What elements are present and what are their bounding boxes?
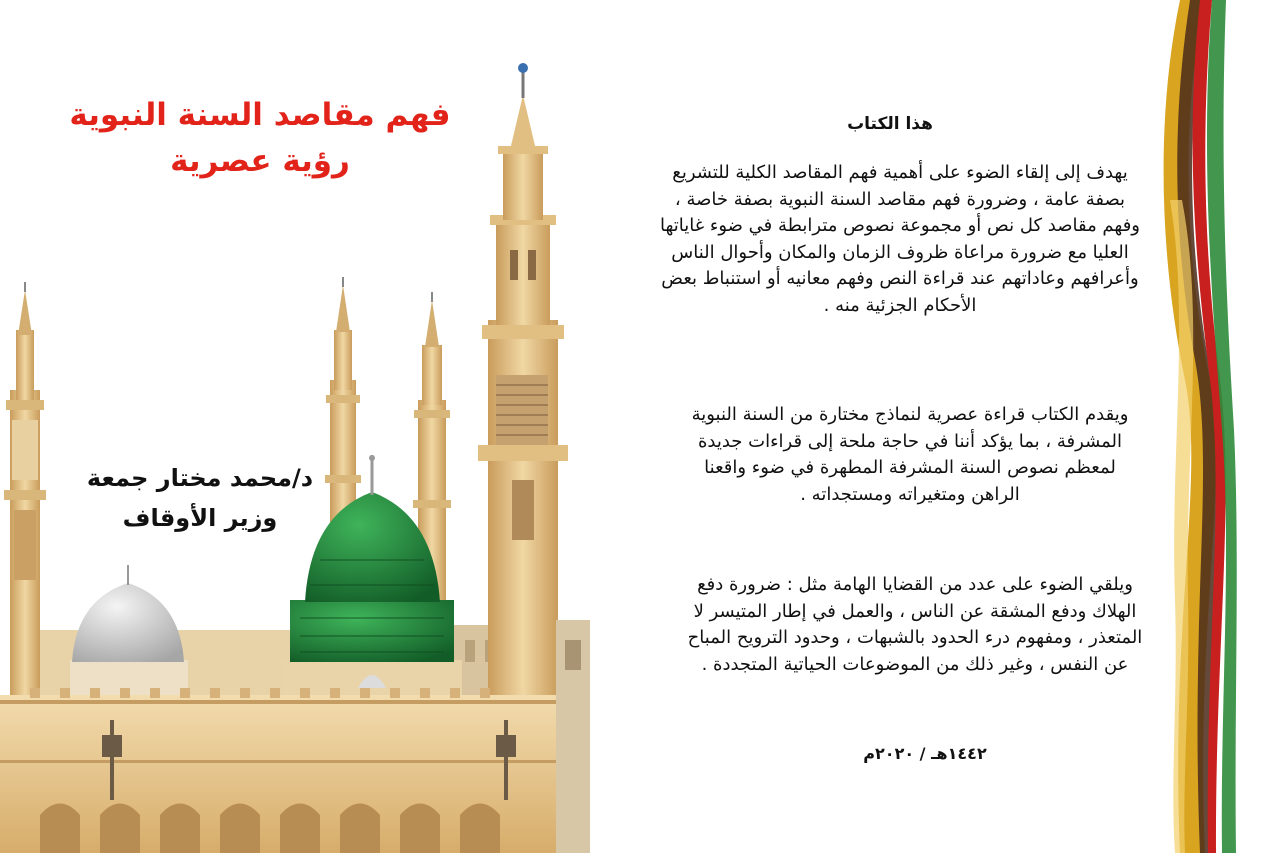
front-cover bbox=[0, 0, 590, 853]
back-paragraph-2: ويقدم الكتاب قراءة عصرية لنماذج مختارة من السنة النبوية المشرفة ، بما يؤكد أننا في حاجة ملحة إلى قراءات جديدة لمعظم نصوص السنة المشرفة المطهرة في ضوء واقعنا الراهن ومتغيراته ومستجداته . bbox=[691, 404, 1129, 505]
author-role: وزير الأوقاف bbox=[122, 504, 278, 532]
minaret-left bbox=[4, 282, 46, 710]
author-block bbox=[80, 458, 320, 538]
ribbon-decoration bbox=[1150, 0, 1240, 853]
book-title-line1: فهم مقاصد السنة النبوية bbox=[69, 97, 451, 133]
book-title bbox=[40, 92, 480, 184]
back-paragraph-3: ويلقي الضوء على عدد من القضايا الهامة مثل : ضرورة دفع الهلاك ودفع المشقة عن الناس ، والعمل في إطار المتيسر لا المتعذر ، ومفهوم درء الحدود بالشبهات ، وحدود الترويح المباح عن النفس ، وغير ذلك من الموضوعات الحياتية المتجددة . bbox=[687, 574, 1143, 675]
back-heading: هذا الكتاب bbox=[847, 114, 933, 134]
author-name: د/محمد مختار جمعة bbox=[86, 464, 314, 492]
minaret-main bbox=[478, 63, 568, 740]
silver-dome bbox=[70, 565, 188, 700]
back-paragraph-1: يهدف إلى إلقاء الضوء على أهمية فهم المقاصد الكلية للتشريع بصفة عامة ، وضرورة فهم مقاصد السنة النبوية بصفة خاصة ، وفهم مقاصد كل نص أو مجموعة نصوص مترابطة في ضوء غاياتها العليا مع ضرورة مراعاة ظروف الزمان والمكان وأحوال الناس وأعرافهم وعاداتهم عند قراءة النص وفهم معانيه أو استنباط بعض الأحكام الجزئية منه . bbox=[659, 162, 1140, 316]
publication-date: ١٤٤٢هـ / ٢٠٢٠م bbox=[863, 744, 987, 763]
book-title-line2: رؤية عصرية bbox=[170, 143, 350, 179]
